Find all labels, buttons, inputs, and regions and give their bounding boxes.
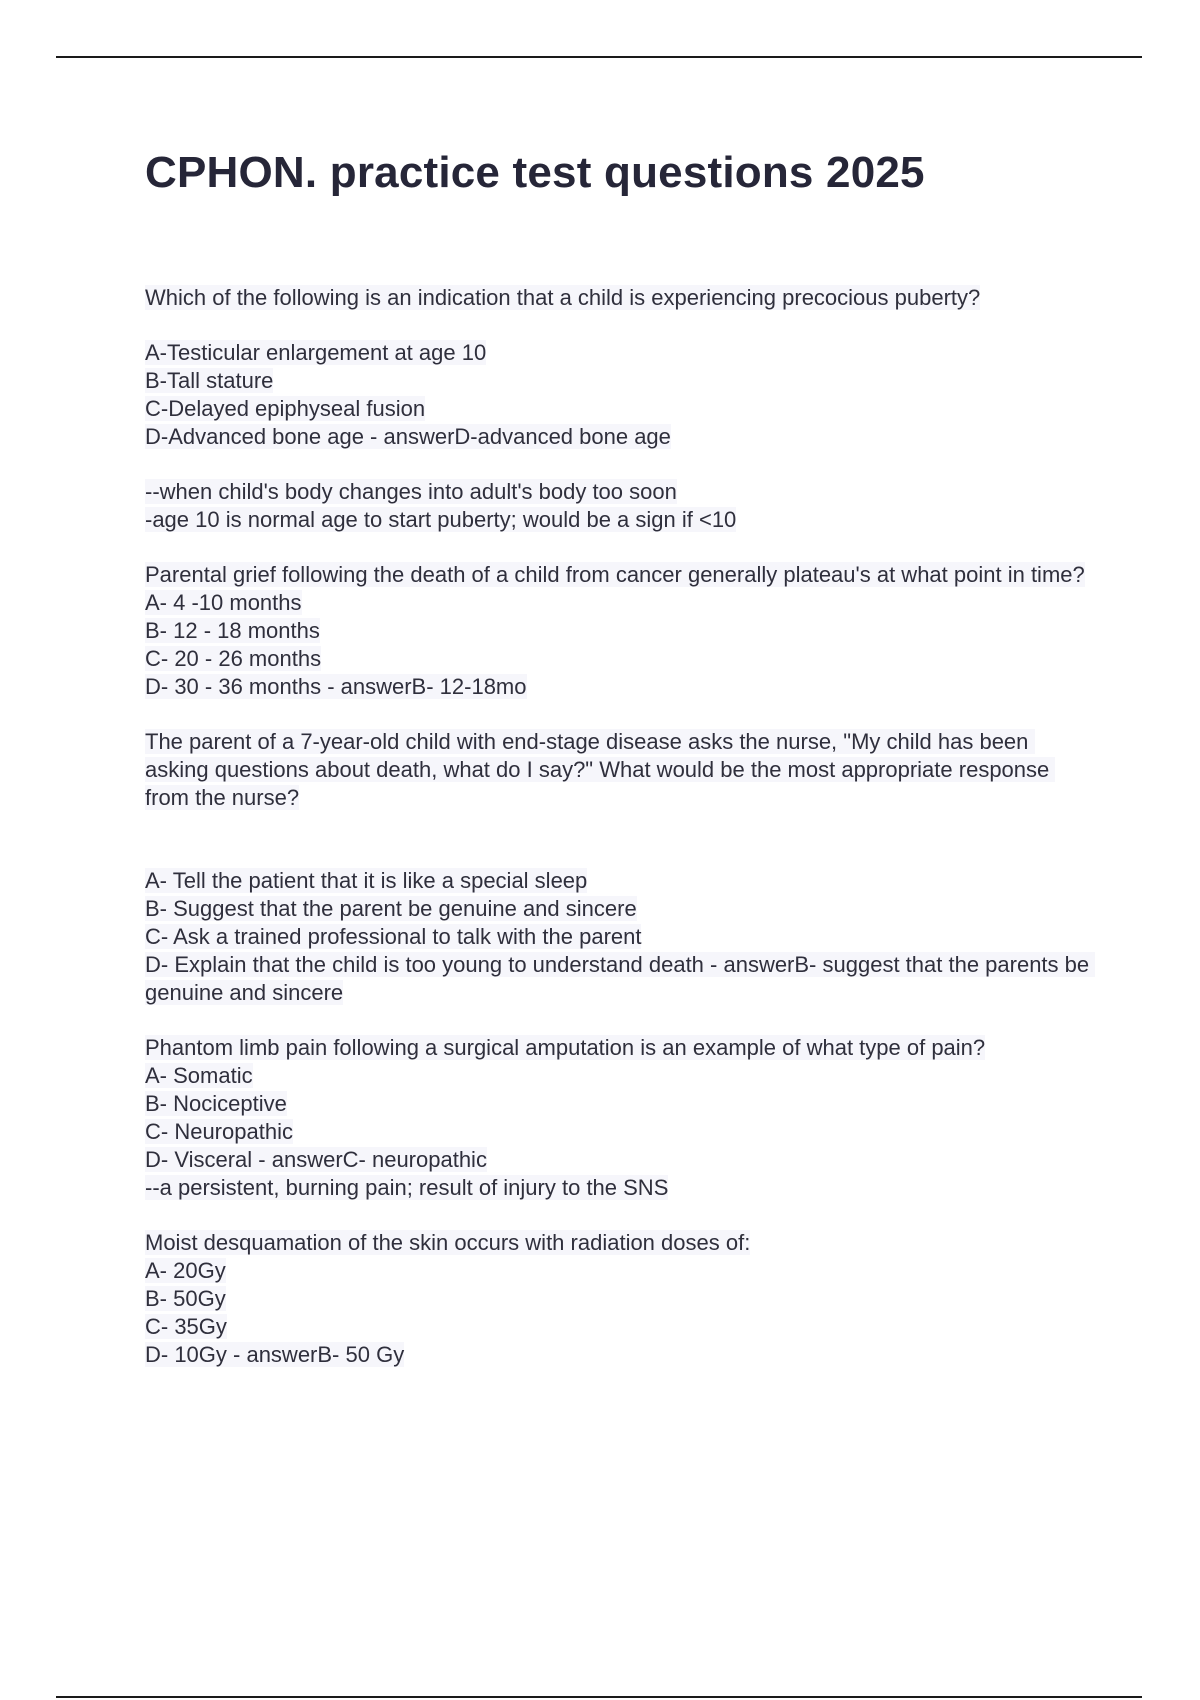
text-line: C- Ask a trained professional to talk with the parent — [145, 924, 642, 949]
text-line: A- Somatic — [145, 1063, 253, 1088]
text-line: B- 12 - 18 months — [145, 618, 320, 643]
text-line: B- Nociceptive — [145, 1091, 287, 1116]
text-line: C- Neuropathic — [145, 1119, 293, 1144]
text-line: A- Tell the patient that it is like a special sleep — [145, 868, 588, 893]
text-line: A- 4 -10 months — [145, 590, 302, 615]
document-body — [145, 284, 1095, 1396]
document-title: CPHON. practice test questions 2025 — [145, 148, 925, 197]
question-4 — [145, 1034, 1095, 1202]
text-line: Moist desquamation of the skin occurs with radiation doses of: — [145, 1230, 751, 1255]
text-line: D-Advanced bone age - answerD-advanced bone age — [145, 424, 671, 449]
text-line: D- 10Gy - answerB- 50 Gy — [145, 1342, 405, 1367]
question-1-stem — [145, 284, 1095, 312]
text-line: Which of the following is an indication that a child is experiencing precocious puberty? — [145, 285, 981, 310]
text-line: D- Visceral - answerC- neuropathic — [145, 1147, 487, 1172]
header-rule — [56, 56, 1142, 58]
text-line: D- Explain that the child is too young to understand death - answerB- suggest that the parents be genuine and sincere — [145, 952, 1096, 1005]
question-1-rationale — [145, 478, 1095, 534]
text-line: --when child's body changes into adult's body too soon — [145, 479, 677, 504]
footer-rule — [56, 1696, 1142, 1698]
text-line: B- 50Gy — [145, 1286, 226, 1311]
question-3-options — [145, 867, 1095, 1007]
text-line: C- 20 - 26 months — [145, 646, 322, 671]
text-line: Parental grief following the death of a child from cancer generally plateau's at what point in time? — [145, 562, 1085, 587]
text-line: A- 20Gy — [145, 1258, 226, 1283]
text-line: B-Tall stature — [145, 368, 274, 393]
text-line: --a persistent, burning pain; result of injury to the SNS — [145, 1175, 669, 1200]
text-line: D- 30 - 36 months - answerB- 12-18mo — [145, 674, 527, 699]
text-line: B- Suggest that the parent be genuine and sincere — [145, 896, 637, 921]
text-line: C-Delayed epiphyseal fusion — [145, 396, 426, 421]
question-1-options — [145, 339, 1095, 451]
text-line: -age 10 is normal age to start puberty; would be a sign if <10 — [145, 507, 737, 532]
text-line: A-Testicular enlargement at age 10 — [145, 340, 487, 365]
text-line: C- 35Gy — [145, 1314, 227, 1339]
question-2 — [145, 561, 1095, 701]
text-line: Phantom limb pain following a surgical amputation is an example of what type of pain? — [145, 1035, 986, 1060]
question-3-stem — [145, 728, 1095, 812]
text-line: The parent of a 7-year-old child with end-stage disease asks the nurse, "My child has been asking questions about death, what do I say?" What would be the most appropriate response from the nurse? — [145, 729, 1056, 810]
question-5 — [145, 1229, 1095, 1369]
